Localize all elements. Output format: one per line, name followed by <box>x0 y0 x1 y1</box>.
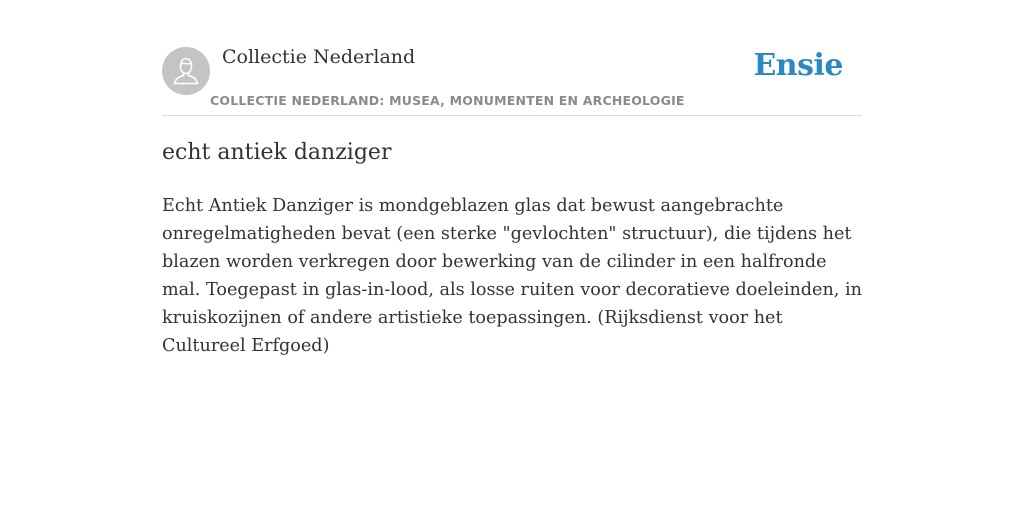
user-avatar-icon[interactable] <box>162 47 210 95</box>
user-silhouette-icon <box>162 47 210 95</box>
term-definition: Echt Antiek Danziger is mondgeblazen glas dat bewust aangebrachte onregelmatigheden bevat (een sterke "gevlochten" structuur), die tijdens het blazen worden verkregen door bewerking van de cilinder in een halfronde mal. Toegepast in glas-in-lood, als losse ruiten voor decoratieve doeleinden, in kruiskozijnen of andere artistieke toepassingen. (Rijksdienst voor het Cultureel Erfgoed) <box>162 196 862 356</box>
page-container <box>162 0 862 356</box>
source-title-link[interactable]: COLLECTIE NEDERLAND: MUSEA, MONUMENTEN EN ARCHEOLOGIE <box>210 93 685 108</box>
ensie-logo-link[interactable]: Ensie <box>753 48 843 83</box>
entry-header <box>162 0 862 116</box>
term-title: echt antiek danziger <box>162 140 392 165</box>
author-name-link[interactable]: Collectie Nederland <box>222 46 416 68</box>
